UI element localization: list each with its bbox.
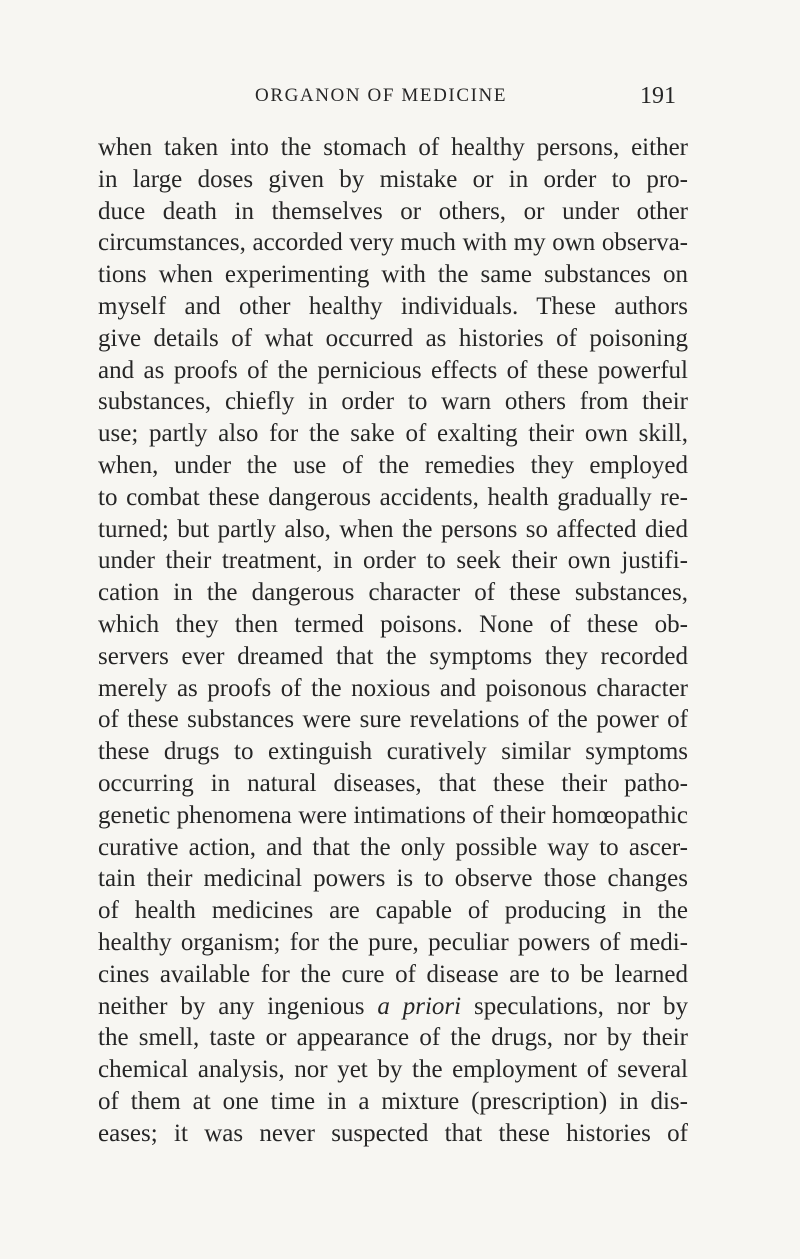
text-line: cines available for the cure of disease are to be learned bbox=[98, 960, 688, 988]
page-number: 191 bbox=[640, 83, 676, 109]
text-line: tions when experimenting with the same substances on bbox=[98, 261, 688, 289]
text-line-with-italic bbox=[98, 991, 688, 1023]
text-fragment: neither by any ingenious bbox=[98, 992, 378, 1020]
text-line: servers ever dreamed that the symptoms they recorded bbox=[98, 642, 688, 670]
text-line: cation in the dangerous character of these substances, bbox=[98, 579, 688, 607]
page-header bbox=[0, 85, 800, 125]
text-line: healthy organism; for the pure, peculiar powers of medi- bbox=[98, 928, 688, 956]
text-line: of them at one time in a mixture (prescription) in dis- bbox=[98, 1087, 688, 1115]
text-line: occurring in natural diseases, that these their patho- bbox=[98, 769, 688, 797]
text-line: use; partly also for the sake of exalting their own skill, bbox=[98, 420, 688, 448]
text-line: duce death in themselves or others, or under other bbox=[98, 197, 688, 225]
italic-phrase: a priori bbox=[377, 992, 462, 1020]
text-line: give details of what occurred as histories of poisoning bbox=[98, 324, 688, 352]
text-line: curative action, and that the only possible way to ascer- bbox=[98, 833, 688, 861]
text-line: and as proofs of the pernicious effects of these powerful bbox=[98, 356, 688, 384]
text-line: these drugs to extinguish curatively similar symptoms bbox=[98, 738, 688, 766]
text-line: which they then termed poisons. None of these ob- bbox=[98, 610, 688, 638]
text-line: in large doses given by mistake or in order to pro- bbox=[98, 165, 688, 193]
text-fragment: speculations, nor by bbox=[461, 992, 688, 1020]
text-line: merely as proofs of the noxious and poisonous character bbox=[98, 674, 688, 702]
text-line: of these substances were sure revelations of the power of bbox=[98, 706, 688, 734]
body-text bbox=[98, 132, 688, 1150]
text-line: under their treatment, in order to seek their own justifi- bbox=[98, 547, 688, 575]
text-line: chemical analysis, nor yet by the employment of several bbox=[98, 1056, 688, 1084]
text-line: circumstances, accorded very much with my own observa- bbox=[98, 229, 688, 257]
text-line: to combat these dangerous accidents, health gradually re- bbox=[98, 483, 688, 511]
text-line: tain their medicinal powers is to observe those changes bbox=[98, 865, 688, 893]
text-line: of health medicines are capable of producing in the bbox=[98, 897, 688, 925]
text-line: the smell, taste or appearance of the drugs, nor by their bbox=[98, 1024, 688, 1052]
text-line: when taken into the stomach of healthy persons, either bbox=[98, 134, 688, 161]
text-line: eases; it was never suspected that these histories of bbox=[98, 1119, 688, 1147]
text-line: when, under the use of the remedies they employed bbox=[98, 451, 688, 479]
text-line: genetic phenomena were intimations of their homœopathic bbox=[98, 801, 688, 829]
running-title: ORGANON OF MEDICINE bbox=[255, 85, 508, 106]
text-line: substances, chiefly in order to warn others from their bbox=[98, 388, 688, 416]
text-line: myself and other healthy individuals. These authors bbox=[98, 292, 688, 320]
text-line: turned; but partly also, when the persons so affected died bbox=[98, 515, 688, 543]
